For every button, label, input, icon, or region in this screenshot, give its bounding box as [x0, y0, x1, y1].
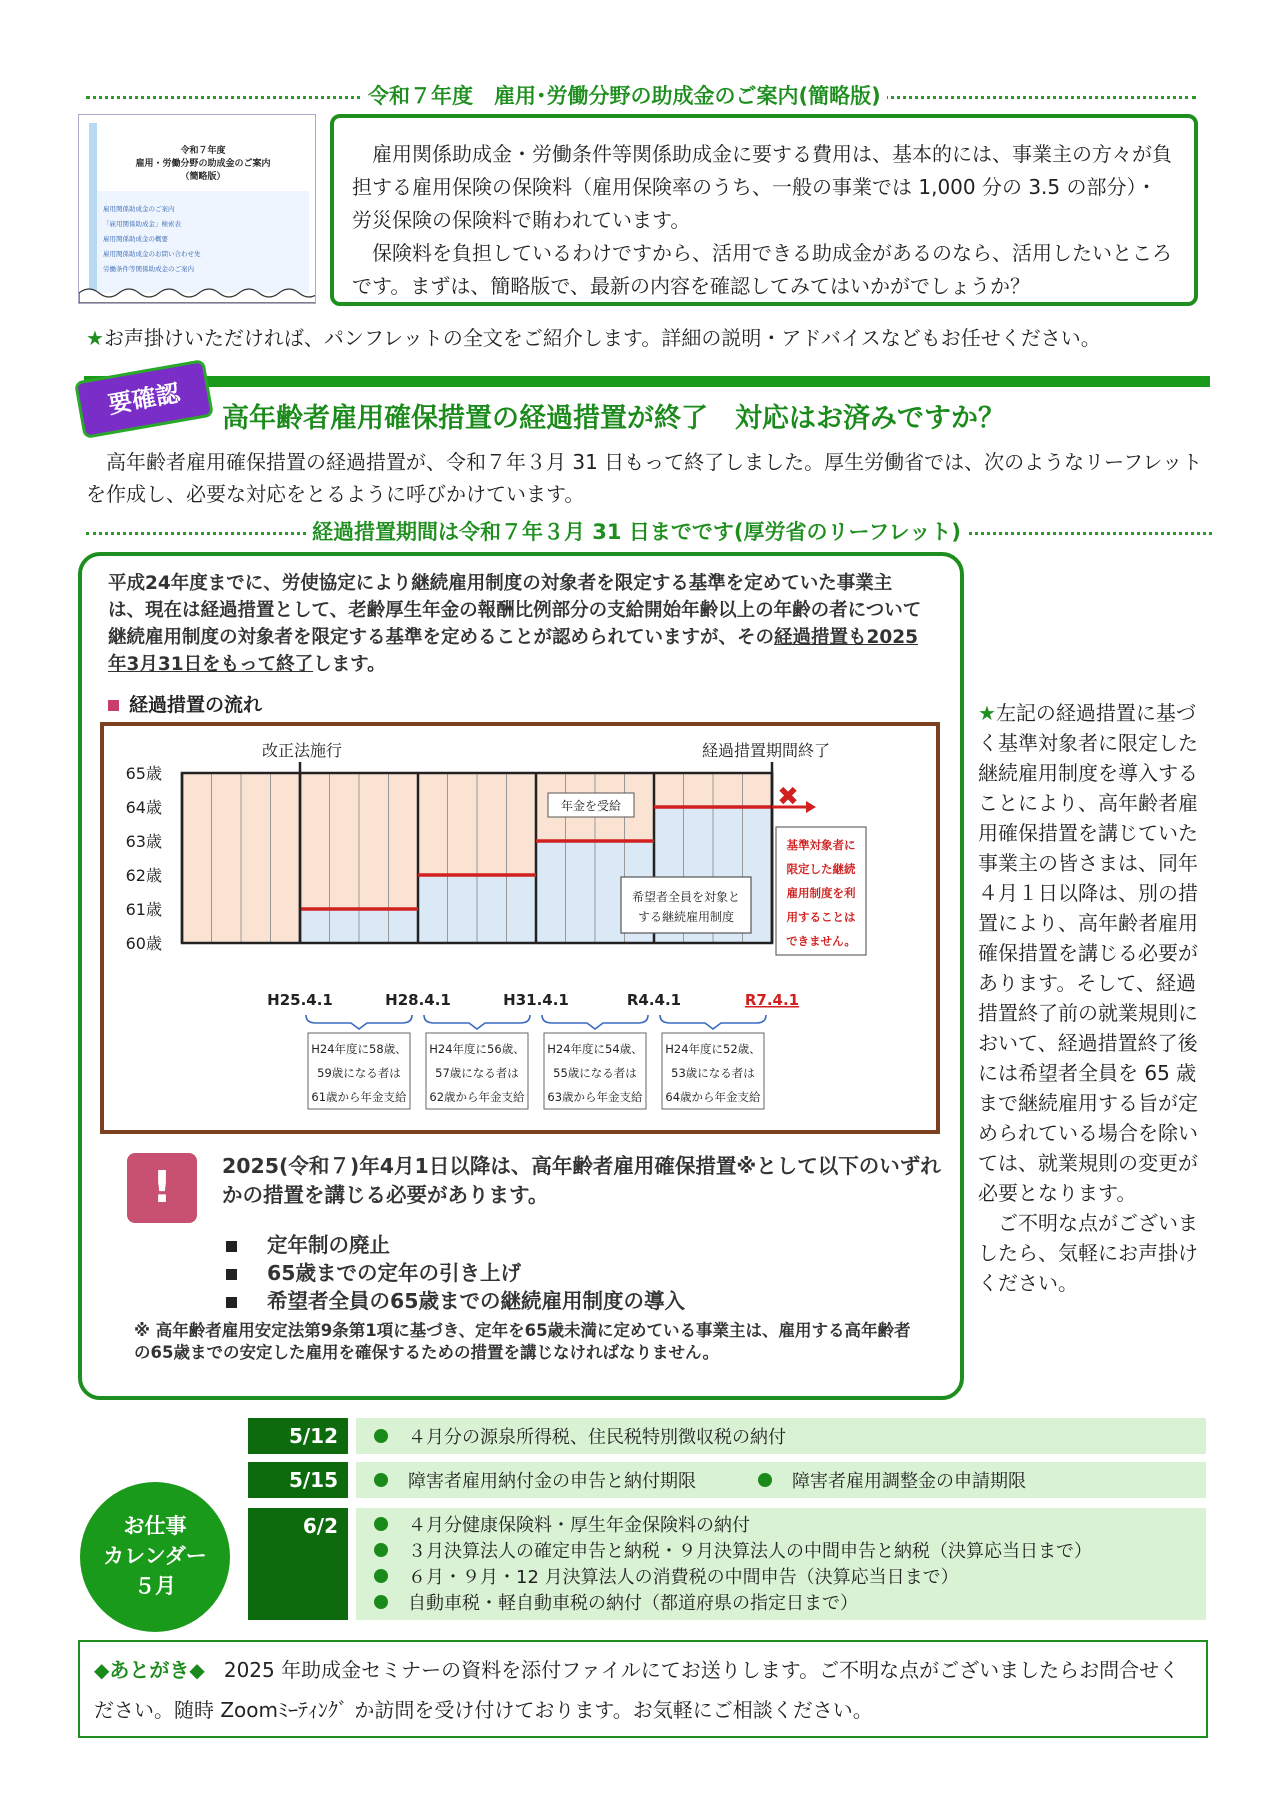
section-headline: 高年齢者雇用確保措置の経過措置が終了 対応はお済みですか？	[222, 403, 1005, 434]
bullet-dot-icon	[758, 1473, 772, 1487]
afterword-box	[78, 1640, 1208, 1738]
y-tick-label: 61歳	[125, 900, 162, 919]
intro-box	[330, 114, 1198, 306]
square-bullet-icon	[226, 1297, 237, 1308]
y-tick-label: 62歳	[125, 866, 162, 885]
bracket-brace	[542, 1015, 648, 1029]
bracket-brace	[424, 1015, 530, 1029]
end-note-text: 用することは	[786, 910, 856, 924]
system-label-box	[621, 877, 751, 933]
bracket-note-text: 53歳になる者は	[671, 1066, 755, 1080]
end-arrow-head	[806, 801, 816, 813]
x-tick-label: R4.4.1	[626, 991, 682, 1009]
flow-title: 経過措置の流れ	[108, 690, 262, 717]
calendar-date: 5/12	[248, 1418, 348, 1454]
transition-chart	[104, 726, 936, 1130]
footnote: ※ 高年齢者雇用安定法第9条第1項に基づき、定年を65歳未満に定めている事業主は、雇用する高年齢者の65歳までの安定した雇用を確保するための措置を講じなければなりません。	[134, 1321, 911, 1362]
y-tick-label: 65歳	[125, 764, 162, 783]
square-bullet-icon	[108, 700, 119, 711]
bracket-note-text: H24年度に58歳、	[311, 1042, 407, 1056]
bracket-note-text: H24年度に52歳、	[665, 1042, 761, 1056]
afterword-heading: ◆あとがき◆	[94, 1658, 205, 1682]
bullet-dot-icon	[374, 1569, 388, 1583]
thumb-toc: 雇用関係助成金のご案内 「雇用関係助成金」検索表 雇用関係助成金の概要 雇用関係助成金のお問い合わせ先 労働条件等関係助成金のご案内	[103, 205, 201, 273]
bullet-dot-icon	[374, 1517, 388, 1531]
end-note-text: 基準対象者に	[786, 838, 856, 852]
y-tick-label: 63歳	[125, 832, 162, 851]
intro-paragraph-1: 雇用関係助成金・労働条件等関係助成金に要する費用は、基本的には、事業主の方々が負担する雇用保険の保険料（雇用保険率のうち、一般の事業では 1,000 分の 3.5 の部分）・労災保険の保険料で賄われています。	[352, 142, 1172, 232]
x-tick-label: H25.4.1	[267, 991, 333, 1009]
system-label: 希望者全員を対象と	[631, 890, 741, 904]
star-icon: ★	[978, 701, 996, 725]
end-note-text: 雇用制度を利	[786, 886, 856, 900]
bracket-note-text: 62歳から年金支給	[429, 1090, 525, 1104]
start-label: 改正法施行	[261, 741, 343, 760]
end-note-text: できません。	[786, 934, 856, 948]
bracket-note-text: 64歳から年金支給	[665, 1090, 761, 1104]
calendar-badge: お仕事 カレンダー ５月	[80, 1482, 230, 1632]
calendar-date: 6/2	[248, 1508, 348, 1620]
bullet-dot-icon	[374, 1543, 388, 1557]
y-tick-label: 60歳	[125, 934, 162, 953]
y-tick-label: 64歳	[125, 798, 162, 817]
bracket-note-text: H24年度に56歳、	[429, 1042, 525, 1056]
measure-item: 定年制の廃止	[226, 1228, 390, 1258]
bullet-dot-icon	[374, 1595, 388, 1609]
bracket-note-text: 55歳になる者は	[553, 1066, 637, 1080]
bullet-dot-icon	[374, 1473, 388, 1487]
end-note-text: 限定した継続	[786, 862, 856, 876]
bullet-dot-icon	[374, 1429, 388, 1443]
section-title: 令和７年度 雇用･労働分野の助成金のご案内(簡略版)	[362, 80, 887, 110]
warning-text: 2025(令和７)年4月1日以降は、高年齢者雇用確保措置※として以下のいずれかの措置を講じる必要があります。	[222, 1154, 941, 1207]
underlined-end-date: 経過措置も2025年3月31日をもって終了	[108, 627, 919, 675]
measure-item: 希望者全員の65歳までの継続雇用制度の導入	[226, 1284, 685, 1314]
check-required-badge: 要確認	[74, 359, 214, 439]
thumb-title: 令和７年度 雇用・労働分野の助成金のご案内 （簡略版）	[135, 146, 271, 182]
calendar-row: ４月分の源泉所得税、住民税特別徴収税の納付	[356, 1418, 1206, 1454]
end-label: 経過措置期間終了	[701, 741, 831, 760]
x-tick-label: H31.4.1	[503, 991, 569, 1009]
pension-label: 年金を受給	[560, 799, 622, 813]
pamphlet-thumbnail	[78, 114, 316, 304]
intro-paragraph-2: 保険料を負担しているわけですから、活用できる助成金があるのなら、活用したいところです。まずは、簡略版で、最新の内容を確認してみてはいかがでしょうか？	[352, 241, 1172, 298]
square-bullet-icon	[226, 1241, 237, 1252]
side-commentary: ★左記の経過措置に基づく基準対象者に限定した継続雇用制度を導入することにより、高年齢者雇用確保措置を講じていた事業主の皆さまは、同年４月１日以降は、別の措置により、高年齢者雇用確保措置を講じる必要があります。そして、経過措置終了前の就業規則において、経過措置終了後には希望者全員を 65 歳まで継続雇用する旨が定められている場合を除いては、就業規則の変更が必要となります。 ご不明な点がございましたら、気軽にお声掛けください。	[978, 701, 1198, 1295]
square-bullet-icon	[226, 1269, 237, 1280]
calendar-row: 障害者雇用納付金の申告と納付期限 障害者雇用調整金の申請期限	[356, 1462, 1206, 1498]
exclamation-icon: !	[127, 1153, 197, 1223]
star-icon: ★	[86, 326, 104, 350]
bracket-note-text: 57歳になる者は	[435, 1066, 519, 1080]
leaflet-intro-text: 平成24年度までに、労使協定により継続雇用制度の対象者を限定する基準を定めていた事業主は、現在は経過措置として、老齢厚生年金の報酬比例部分の支給開始年齢以上の年齢の者について継続雇用制度の対象者を限定する基準を定めることが認められていますが、その経過措置も2025年3月31日をもって終了します。	[108, 573, 922, 675]
bracket-note-text: 59歳になる者は	[317, 1066, 401, 1080]
measure-item: 65歳までの定年の引き上げ	[226, 1256, 521, 1286]
lead-paragraph: 高年齢者雇用確保措置の経過措置が、令和７年３月 31 日もって終了しました。厚生労働省では、次のようなリーフレットを作成し、必要な対応をとるように呼びかけています。	[86, 450, 1203, 506]
section-bar	[84, 376, 1210, 387]
torn-edge-decoration	[79, 285, 315, 303]
bracket-note-text: H24年度に54歳、	[547, 1042, 643, 1056]
flow-chart-frame	[100, 722, 940, 1134]
bracket-note-text: 63歳から年金支給	[547, 1090, 643, 1104]
cross-icon: ✖	[777, 782, 799, 812]
bracket-brace	[306, 1015, 412, 1029]
star-note: ★お声掛けいただければ、パンフレットの全文をご紹介します。詳細の説明・アドバイスなどもお任せください。	[86, 326, 1101, 350]
x-tick-label: R7.4.1	[744, 991, 800, 1009]
afterword-text: 2025 年助成金セミナーの資料を添付ファイルにてお送りします。ご不明な点がございましたらお問合せください。随時 Zoomﾐｰﾃｨﾝｸﾞ か訪問を受け付けております。お気軽にご相談ください。	[94, 1658, 1180, 1722]
bracket-brace	[660, 1015, 766, 1029]
system-label: する継続雇用制度	[637, 910, 735, 924]
calendar-row: ４月分健康保険料・厚生年金保険料の納付 ３月決算法人の確定申告と納税・９月決算法人の中間申告と納税（決算応当日まで） ６月・９月・12 月決算法人の消費税の中間申告（決算応当日まで） 自動車税・軽自動車税の納付（都道府県の指定日まで）	[356, 1508, 1206, 1620]
leaflet-subtitle: 経過措置期間は令和７年３月 31 日までです(厚労省のリーフレット)	[306, 516, 967, 546]
x-tick-label: H28.4.1	[385, 991, 451, 1009]
calendar-date: 5/15	[248, 1462, 348, 1498]
bracket-note-text: 61歳から年金支給	[311, 1090, 407, 1104]
